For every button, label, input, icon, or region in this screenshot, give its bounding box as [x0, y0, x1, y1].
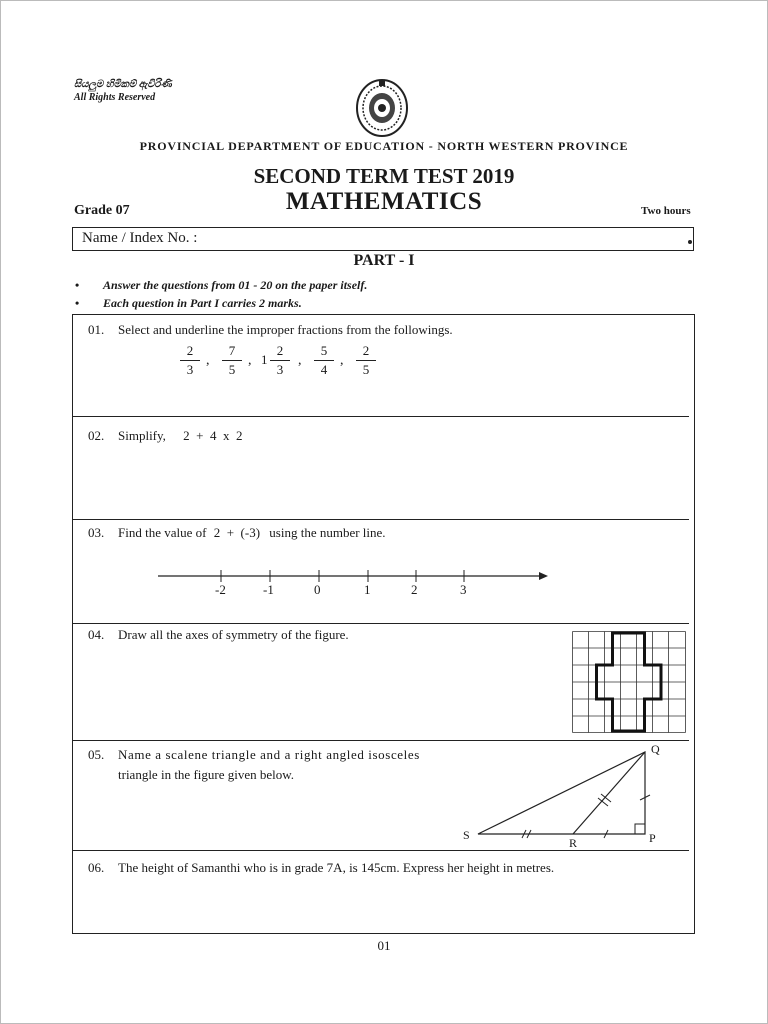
fraction-1: $\frac{2}{3}$ — [180, 343, 200, 378]
duration-label: Two hours — [641, 205, 691, 217]
tick-label: 0 — [314, 582, 321, 597]
question-03: 03. Find the value of 2 + (-3) using the number line. — [88, 525, 386, 540]
instruction-1: • Answer the questions from 01 - 20 on the paper itself. — [75, 278, 368, 292]
sinhala-rights-text: සියලුම හිමිකම් ඇවිරිණි — [74, 79, 172, 90]
number-line — [150, 566, 560, 586]
tick-label: -1 — [263, 582, 274, 597]
tick-label: 1 — [364, 582, 371, 597]
department-title: PROVINCIAL DEPARTMENT OF EDUCATION - NORTH WESTERN PROVINCE — [139, 139, 629, 153]
rights-text: All Rights Reserved — [74, 92, 156, 103]
bullet: • — [75, 278, 80, 292]
vertex-label-p: P — [649, 831, 656, 845]
fraction-3: $\frac{2}{3}$ — [270, 343, 290, 378]
grade-label: Grade 07 — [74, 203, 130, 218]
fraction-5: $\frac{2}{5}$ — [356, 343, 376, 378]
part-title: PART - I — [353, 252, 415, 269]
question-06: 06. The height of Samanthi who is in grade 7A, is 145cm. Express her height in metres. — [88, 860, 555, 875]
mixed-whole: 1 — [261, 352, 268, 367]
corner-dot — [688, 240, 692, 244]
name-index-field[interactable] — [72, 227, 694, 251]
divider-q3 — [72, 623, 689, 624]
tick-label: -2 — [215, 582, 226, 597]
triangle-figure — [470, 740, 670, 850]
vertex-label-r: R — [569, 836, 578, 850]
rights-notice — [74, 78, 172, 104]
tick-label: 3 — [460, 582, 467, 597]
vertex-label-s: S — [463, 828, 470, 842]
divider-q5 — [72, 850, 689, 851]
emblem-logo — [354, 78, 410, 138]
subject-title: MATHEMATICS — [285, 188, 483, 215]
bullet: • — [75, 296, 80, 310]
fraction-4: $\frac{5}{4}$ — [314, 343, 334, 378]
divider-q1 — [72, 416, 689, 417]
name-index-label: Name / Index No. : — [82, 230, 198, 246]
q3-expression: 2 + (-3) — [213, 525, 261, 540]
page-number: 01 — [377, 938, 391, 953]
fraction-2: $\frac{7}{5}$ — [222, 343, 242, 378]
question-05: 05. Name a scalene triangle and a right angled isosceles — [88, 747, 420, 762]
symmetry-grid-figure — [572, 631, 690, 735]
question-02: 02. Simplify, 2 + 4 x 2 — [88, 428, 243, 443]
question-01: 01. Select and underline the improper fractions from the followings. — [88, 322, 453, 337]
divider-q2 — [72, 519, 689, 520]
tick-label: 2 — [411, 582, 418, 597]
instruction-2: • Each question in Part I carries 2 marks. — [75, 296, 302, 310]
vertex-label-q: Q — [651, 742, 660, 756]
q2-expression: 2 + 4 x 2 — [183, 428, 243, 443]
question-04: 04. Draw all the axes of symmetry of the figure. — [88, 627, 349, 642]
test-title: SECOND TERM TEST 2019 — [253, 164, 515, 188]
question-05-line2: triangle in the figure given below. — [118, 767, 295, 782]
